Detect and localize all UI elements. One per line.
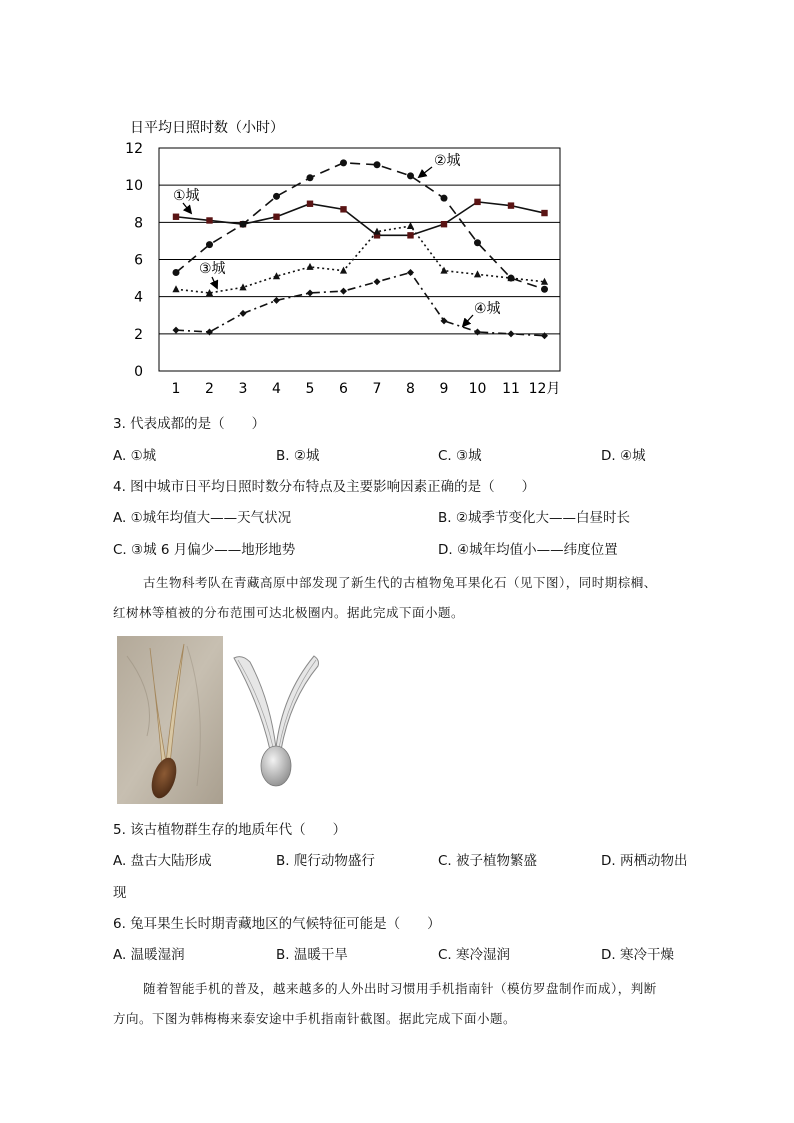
q6-stem: 6. 兔耳果生长时期青藏地区的气候特征可能是（ ） (113, 916, 441, 932)
passage-1-line-2: 红树林等植被的分布范围可达北极圈内。据此完成下面小题。 (113, 605, 465, 620)
series-2-point (340, 159, 347, 166)
series-4-point (206, 328, 213, 335)
series-label-2: ②城 (434, 153, 461, 169)
series-line-1 (176, 202, 545, 235)
y-tick-label: 10 (125, 178, 143, 195)
series-label-3: ③城 (199, 261, 226, 277)
q5-option-c[interactable]: C. 被子植物繁盛 (438, 853, 538, 869)
series-label-arrow (463, 315, 473, 326)
q4-stem: 4. 图中城市日平均日照时数分布特点及主要影响因素正确的是（ ） (113, 479, 536, 495)
fossil-photo (117, 636, 223, 804)
y-tick-label: 2 (134, 326, 143, 343)
q3-stem: 3. 代表成都的是（ ） (113, 416, 266, 432)
passage-2-line-1: 随着智能手机的普及，越来越多的人外出时习惯用手机指南针（模仿罗盘制作而成），判断 (143, 981, 657, 996)
x-tick-label: 6 (339, 381, 348, 397)
q4-option-d[interactable]: D. ④城年均值小——纬度位置 (438, 542, 618, 558)
series-line-2 (176, 163, 545, 289)
y-tick-label: 8 (134, 215, 143, 232)
q6-option-a[interactable]: A. 温暖湿润 (113, 947, 185, 963)
series-4-point (407, 269, 414, 276)
q3-option-d[interactable]: D. ④城 (601, 448, 646, 464)
y-tick-label: 12 (125, 141, 143, 157)
x-tick-label: 11 (502, 381, 520, 397)
series-label-arrow (183, 203, 191, 213)
series-1-point (474, 199, 480, 205)
series-4-point (240, 310, 247, 317)
x-tick-label: 1 (171, 381, 181, 397)
fruit-illustration (230, 650, 322, 792)
x-tick-label: 9 (439, 381, 449, 397)
series-2-point (407, 172, 414, 179)
q5-option-d[interactable]: D. 两栖动物出 (601, 853, 688, 869)
series-label-arrow (212, 277, 217, 288)
series-2-point (541, 286, 548, 293)
q3-option-b[interactable]: B. ②城 (276, 448, 320, 464)
q4-option-b[interactable]: B. ②城季节变化大——白昼时长 (438, 510, 630, 526)
series-label-4: ④城 (474, 301, 501, 317)
y-tick-label: 4 (134, 289, 143, 306)
series-4-point (474, 328, 481, 335)
series-1-point (273, 214, 279, 220)
x-tick-label: 5 (305, 381, 315, 397)
series-1-point (340, 206, 346, 212)
series-4-point (273, 297, 280, 304)
series-1-point (173, 214, 179, 220)
q4-option-c[interactable]: C. ③城 6 月偏少——地形地势 (113, 542, 296, 558)
x-tick-label: 10 (468, 381, 487, 397)
series-3-point (474, 270, 481, 277)
passage-2-line-2: 方向。下图为韩梅梅来泰安途中手机指南针截图。据此完成下面小题。 (113, 1011, 517, 1026)
q6-option-b[interactable]: B. 温暖干旱 (276, 947, 348, 963)
series-2-point (474, 239, 481, 246)
series-3-point (407, 222, 414, 229)
series-2-point (273, 193, 280, 200)
series-1-point (508, 202, 514, 208)
q6-option-d[interactable]: D. 寒冷干燥 (601, 947, 674, 963)
x-tick-label: 4 (272, 381, 281, 397)
series-4-point (541, 332, 548, 339)
x-tick-label: 3 (238, 381, 248, 397)
series-label-1: ①城 (173, 188, 200, 204)
q4-option-a[interactable]: A. ①城年均值大——天气状况 (113, 510, 292, 526)
y-tick-label: 6 (134, 252, 143, 269)
x-tick-label: 8 (406, 381, 415, 397)
series-2-point (374, 161, 381, 168)
q6-option-c[interactable]: C. 寒冷湿润 (438, 947, 511, 963)
series-4-point (340, 288, 347, 295)
sunshine-hours-line-chart (0, 0, 794, 410)
y-tick-label: 0 (134, 364, 143, 380)
q3-option-c[interactable]: C. ③城 (438, 448, 482, 464)
q5-option-a[interactable]: A. 盘古大陆形成 (113, 853, 212, 869)
series-3-point (172, 285, 179, 292)
series-4-point (508, 330, 515, 337)
q5-stem: 5. 该古植物群生存的地质年代（ ） (113, 822, 347, 838)
series-2-point (441, 195, 448, 202)
series-2-point (173, 269, 180, 276)
series-4-point (374, 278, 381, 285)
series-1-point (206, 217, 212, 223)
q5-option-b[interactable]: B. 爬行动物盛行 (276, 853, 375, 869)
x-tick-label: 12月 (528, 381, 561, 397)
series-2-point (206, 241, 213, 248)
series-1-point (441, 221, 447, 227)
q3-option-a[interactable]: A. ①城 (113, 448, 157, 464)
series-label-arrow (419, 167, 432, 177)
x-tick-label: 7 (372, 381, 382, 397)
chart-title: 日平均日照时数（小时） (130, 120, 284, 136)
series-2-point (240, 221, 247, 228)
series-4-point (173, 327, 180, 334)
q5-option-d-wrap: 现 (113, 885, 127, 901)
series-1-point (407, 232, 413, 238)
series-1-point (541, 210, 547, 216)
passage-1-line-1: 古生物科考队在青藏高原中部发现了新生代的古植物兔耳果化石（见下图），同时期棕榈、 (143, 575, 657, 590)
series-2-point (307, 174, 314, 181)
x-tick-label: 2 (205, 381, 214, 397)
series-1-point (307, 201, 313, 207)
series-4-point (307, 289, 314, 296)
